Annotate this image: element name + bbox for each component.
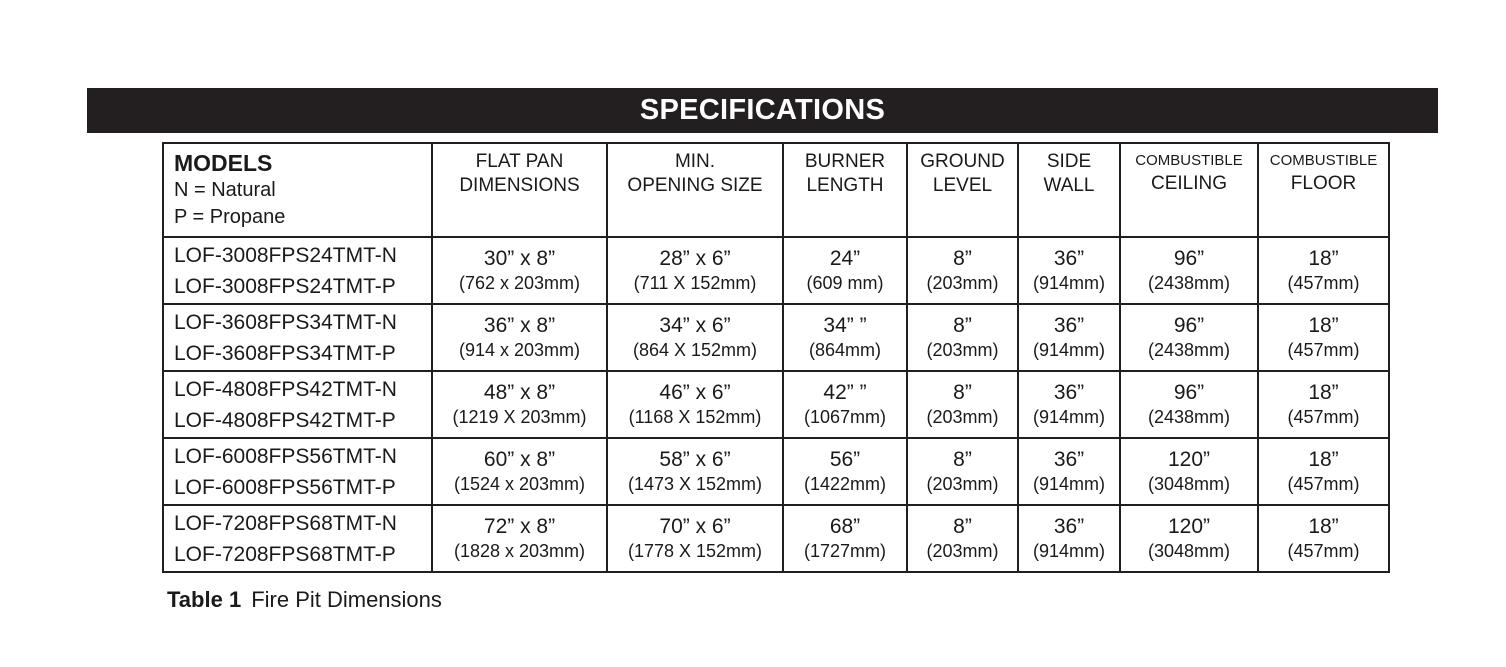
table-cell	[607, 371, 783, 438]
cell-metric: (3048mm)	[1147, 473, 1231, 494]
cell-metric: (1778 X 152mm)	[627, 540, 763, 561]
cell-metric: (1727mm)	[803, 540, 887, 561]
model-natural: LOF-3008FPS24TMT-N	[174, 243, 397, 267]
cell-metric: (1473 X 152mm)	[627, 473, 763, 494]
table-cell	[1120, 304, 1258, 371]
cell-imperial: 36” x 8”	[483, 313, 556, 337]
cell-imperial: 36”	[1053, 246, 1085, 270]
table-cell	[907, 438, 1018, 505]
cell-metric: (711 X 152mm)	[633, 272, 757, 293]
cell-metric: (914mm)	[1032, 473, 1105, 494]
cell-imperial: 8”	[953, 246, 972, 270]
cell-imperial: 96”	[1173, 380, 1205, 404]
cell-imperial: 36”	[1053, 447, 1085, 471]
cell-metric: (1168 X 152mm)	[628, 406, 762, 427]
table-cell	[1258, 505, 1389, 572]
header-line: BURNER	[804, 151, 886, 172]
cell-imperial: 120”	[1167, 514, 1211, 538]
cell-imperial: 18”	[1308, 380, 1339, 404]
cell-imperial: 72” x 8”	[483, 514, 556, 538]
table-cell	[607, 304, 783, 371]
cell-imperial: 8”	[953, 447, 972, 471]
header-line: CEILING	[1150, 173, 1228, 194]
cell-metric: (914 x 203mm)	[458, 339, 581, 360]
cell-metric: (203mm)	[926, 406, 999, 427]
cell-imperial: 18”	[1308, 313, 1339, 337]
cell-metric: (2438mm)	[1147, 272, 1231, 293]
header-line: OPENING SIZE	[627, 175, 763, 196]
table-cell	[1018, 438, 1120, 505]
table-row	[163, 371, 1389, 438]
cell-imperial: 36”	[1053, 313, 1085, 337]
table-cell	[783, 438, 907, 505]
header-line: WALL	[1043, 175, 1095, 196]
table-row	[163, 505, 1389, 572]
cell-imperial: 120”	[1167, 447, 1211, 471]
model-cell	[163, 237, 432, 304]
table-cell	[1018, 371, 1120, 438]
table-cell	[907, 505, 1018, 572]
models-header-natural: N = Natural	[174, 179, 276, 201]
table-cell	[1120, 438, 1258, 505]
cell-imperial: 96”	[1173, 313, 1205, 337]
cell-imperial: 68”	[829, 514, 861, 538]
table-cell	[432, 237, 607, 304]
cell-metric: (914mm)	[1032, 540, 1105, 561]
cell-imperial: 18”	[1308, 246, 1339, 270]
cell-imperial: 36”	[1053, 380, 1085, 404]
table-cell	[607, 505, 783, 572]
table-row	[163, 237, 1389, 304]
cell-metric: (1219 X 203mm)	[452, 406, 587, 427]
table-cell	[1120, 237, 1258, 304]
cell-metric: (457mm)	[1287, 540, 1360, 561]
cell-metric: (203mm)	[926, 473, 999, 494]
models-header-propane: P = Propane	[174, 206, 286, 228]
model-natural: LOF-3608FPS34TMT-N	[174, 310, 397, 334]
cell-imperial: 34” x 6”	[659, 313, 731, 337]
cell-metric: (457mm)	[1287, 406, 1360, 427]
cell-imperial: 60” x 8”	[483, 447, 556, 471]
cell-metric: (914mm)	[1032, 339, 1105, 360]
header-ground-level	[907, 143, 1018, 237]
header-line: COMBUSTIBLE	[1135, 152, 1243, 169]
cell-metric: (1422mm)	[803, 473, 887, 494]
cell-metric: (914mm)	[1032, 272, 1105, 293]
table-cell	[783, 237, 907, 304]
cell-metric: (2438mm)	[1147, 339, 1231, 360]
cell-imperial: 8”	[953, 313, 972, 337]
table-cell	[907, 304, 1018, 371]
table-cell	[1018, 237, 1120, 304]
header-min-opening-size	[607, 143, 783, 237]
header-line: GROUND	[920, 151, 1005, 172]
header-line: LENGTH	[806, 175, 884, 196]
cell-imperial: 8”	[953, 514, 972, 538]
header-line: SIDE	[1046, 151, 1092, 172]
table-cell	[783, 371, 907, 438]
table-cell	[1258, 237, 1389, 304]
model-cell	[163, 438, 432, 505]
header-burner-length	[783, 143, 907, 237]
cell-metric: (762 x 203mm)	[458, 272, 581, 293]
model-propane: LOF-7208FPS68TMT-P	[174, 542, 396, 566]
table-cell	[907, 237, 1018, 304]
cell-metric: (1524 x 203mm)	[453, 473, 586, 494]
cell-metric: (203mm)	[926, 339, 999, 360]
table-cell	[432, 371, 607, 438]
cell-imperial: 34” ”	[823, 313, 867, 337]
model-propane: LOF-4808FPS42TMT-P	[174, 408, 396, 432]
table-cell	[1120, 505, 1258, 572]
cell-imperial: 28” x 6”	[659, 246, 731, 270]
table-cell	[432, 304, 607, 371]
cell-metric: (2438mm)	[1147, 406, 1231, 427]
banner-title: SPECIFICATIONS	[639, 94, 886, 126]
table-cell	[607, 237, 783, 304]
cell-imperial: 30” x 8”	[483, 246, 556, 270]
caption-number: Table 1	[167, 587, 242, 612]
cell-metric: (457mm)	[1287, 473, 1360, 494]
model-natural: LOF-7208FPS68TMT-N	[174, 511, 397, 535]
header-line: FLAT PAN	[475, 151, 564, 172]
cell-imperial: 46” x 6”	[659, 380, 731, 404]
cell-metric: (203mm)	[926, 272, 999, 293]
table-cell	[432, 505, 607, 572]
cell-imperial: 18”	[1308, 514, 1339, 538]
table-row	[163, 438, 1389, 505]
cell-imperial: 70” x 6”	[659, 514, 731, 538]
model-natural: LOF-4808FPS42TMT-N	[174, 377, 397, 401]
table-cell	[432, 438, 607, 505]
header-flat-pan-dimensions	[432, 143, 607, 237]
cell-metric: (864mm)	[808, 339, 881, 360]
table-cell	[783, 304, 907, 371]
table-caption	[167, 587, 442, 613]
cell-imperial: 96”	[1173, 246, 1205, 270]
table-cell	[1018, 505, 1120, 572]
table-header-row	[163, 143, 1389, 237]
cell-imperial: 24”	[829, 246, 861, 270]
cell-metric: (864 X 152mm)	[632, 339, 758, 360]
cell-metric: (609 mm)	[806, 272, 884, 293]
cell-metric: (914mm)	[1032, 406, 1105, 427]
model-cell	[163, 304, 432, 371]
header-line: FLOOR	[1290, 173, 1357, 194]
table-cell	[1258, 371, 1389, 438]
cell-imperial: 58” x 6”	[659, 447, 731, 471]
table-cell	[1258, 304, 1389, 371]
header-line: MIN.	[674, 151, 716, 172]
cell-metric: (1067mm)	[803, 406, 887, 427]
specifications-banner	[87, 88, 1438, 133]
cell-imperial: 56”	[829, 447, 861, 471]
table-cell	[1018, 304, 1120, 371]
cell-imperial: 36”	[1053, 514, 1085, 538]
model-cell	[163, 371, 432, 438]
cell-metric: (457mm)	[1287, 339, 1360, 360]
header-side-wall	[1018, 143, 1120, 237]
cell-metric: (203mm)	[926, 540, 999, 561]
header-line: COMBUSTIBLE	[1269, 152, 1378, 169]
cell-imperial: 48” x 8”	[483, 380, 556, 404]
cell-imperial: 42” ”	[823, 380, 867, 404]
header-line: LEVEL	[932, 175, 993, 196]
table-cell	[783, 505, 907, 572]
model-natural: LOF-6008FPS56TMT-N	[174, 444, 397, 468]
table-cell	[907, 371, 1018, 438]
models-header-title: MODELS	[174, 150, 273, 176]
cell-imperial: 18”	[1308, 447, 1339, 471]
cell-metric: (457mm)	[1287, 272, 1360, 293]
specifications-table	[162, 142, 1390, 573]
model-propane: LOF-3008FPS24TMT-P	[174, 274, 396, 298]
header-combustible-ceiling	[1120, 143, 1258, 237]
model-cell	[163, 505, 432, 572]
cell-metric: (3048mm)	[1147, 540, 1231, 561]
table-row	[163, 304, 1389, 371]
caption-text: Fire Pit Dimensions	[251, 587, 442, 612]
models-header	[163, 143, 432, 237]
cell-imperial: 8”	[953, 380, 972, 404]
table-cell	[1120, 371, 1258, 438]
header-combustible-floor	[1258, 143, 1389, 237]
cell-metric: (1828 x 203mm)	[453, 540, 586, 561]
header-line: DIMENSIONS	[459, 175, 580, 196]
table-cell	[1258, 438, 1389, 505]
table-cell	[607, 438, 783, 505]
model-propane: LOF-6008FPS56TMT-P	[174, 475, 396, 499]
model-propane: LOF-3608FPS34TMT-P	[174, 341, 396, 365]
